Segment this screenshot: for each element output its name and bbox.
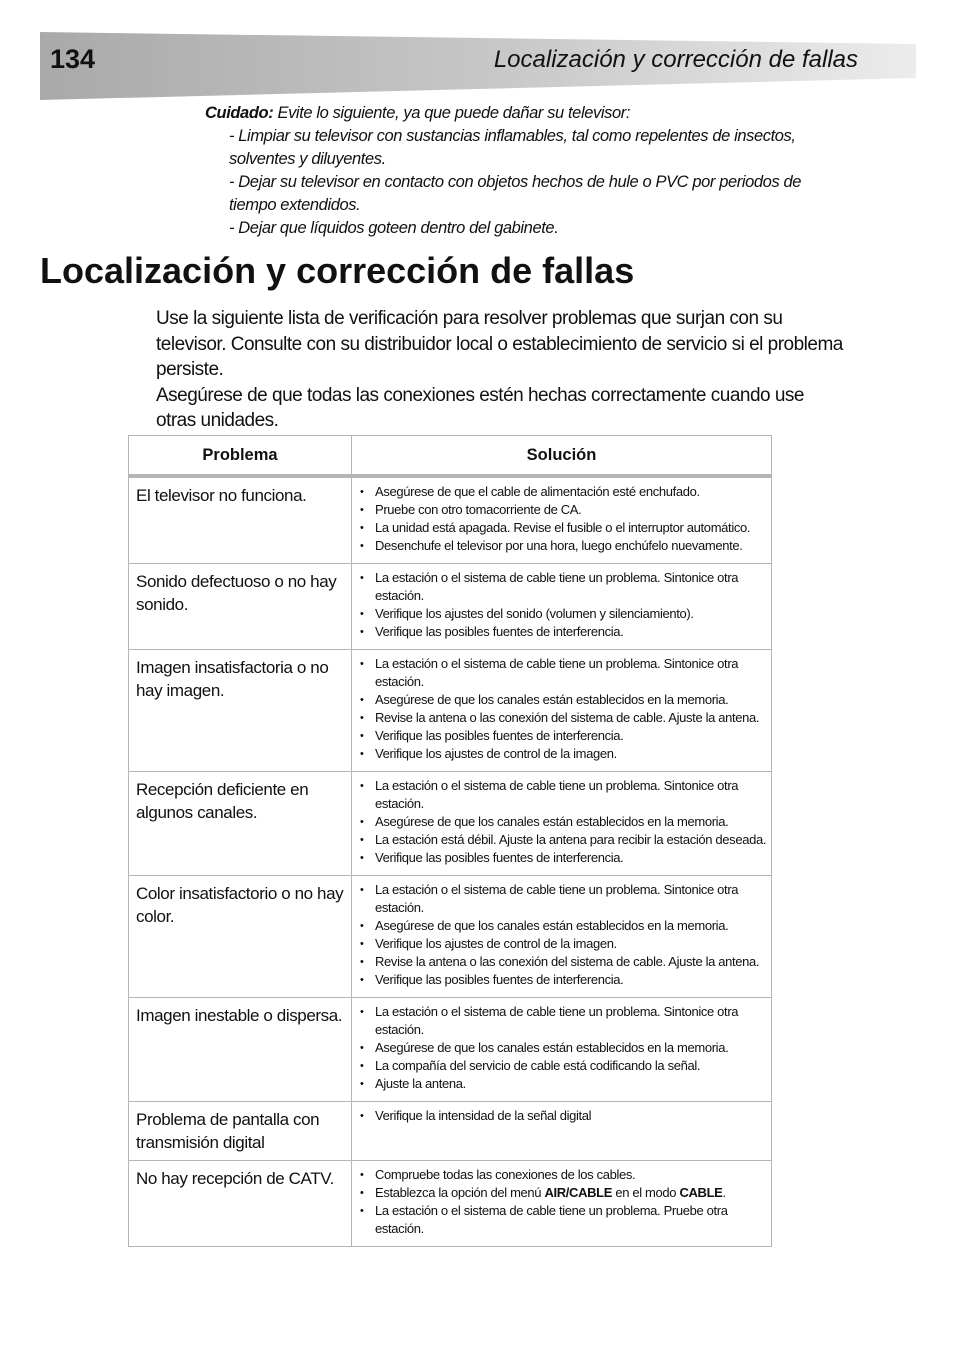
solution-text: . [722,1185,726,1200]
solution-item: • La estación o el sistema de cable tiene un problema. Sintonice otra estación. [358,777,767,813]
table-row [129,876,772,998]
solution-item: • Verifique los ajustes del sonido (volumen y silenciamiento). [358,605,767,623]
solution-cell [352,564,772,650]
solution-list [358,1107,767,1125]
solution-item: • Desenchufe el televisor por una hora, luego enchúfelo nuevamente. [358,537,767,555]
solution-item: • Verifique las posibles fuentes de interferencia. [358,623,767,641]
table-row [129,998,772,1102]
problem-cell: Color insatisfactorio o no hay color. [129,876,352,998]
problem-cell: No hay recepción de CATV. [129,1161,352,1247]
section-title: Localización y corrección de fallas [40,250,635,291]
solution-cell [352,876,772,998]
solution-item: • Ajuste la antena. [358,1075,767,1093]
intro-paragraph: Use la siguiente lista de verificación para resolver problemas que surjan con su televisor. Consulte con su distribuidor local o establecimiento de servicio si el problema persiste. [156,308,843,380]
intro-text [156,306,846,434]
solution-cell [352,772,772,876]
problem-cell: Recepción deficiente en algunos canales. [129,772,352,876]
solution-item: • La estación o el sistema de cable tiene un problema. Sintonice otra estación. [358,1003,767,1039]
menu-option-name: CABLE [679,1185,723,1200]
solution-cell [352,476,772,564]
solution-item: • Pruebe con otro tomacorriente de CA. [358,501,767,519]
caution-intro [205,102,845,125]
problem-cell: Imagen inestable o dispersa. [129,998,352,1102]
solution-item: • Verifique las posibles fuentes de interferencia. [358,849,767,867]
solution-list [358,777,767,867]
solution-item: • Verifique los ajustes de control de la imagen. [358,745,767,763]
caution-text: Evite lo siguiente, ya que puede dañar su televisor: [273,104,631,122]
solution-item: • Asegúrese de que los canales están establecidos en la memoria. [358,813,767,831]
caution-label: Cuidado: [205,104,274,122]
problem-cell: Imagen insatisfactoria o no hay imagen. [129,650,352,772]
solution-cell [352,1161,772,1247]
solution-item: • La compañía del servicio de cable está codificando la señal. [358,1057,767,1075]
solution-list [358,1166,767,1238]
problem-cell: El televisor no funciona. [129,476,352,564]
solution-item: • Revise la antena o las conexión del sistema de cable. Ajuste la antena. [358,953,767,971]
table-row [129,564,772,650]
solution-item: • La estación o el sistema de cable tiene un problema. Sintonice otra estación. [358,881,767,917]
table-row [129,650,772,772]
solution-item: • La estación o el sistema de cable tiene un problema. Sintonice otra estación. [358,569,767,605]
solution-item: • Revise la antena o las conexión del sistema de cable. Ajuste la antena. [358,709,767,727]
column-header-problem: Problema [129,436,352,477]
solution-list [358,655,767,763]
table-header-row [129,436,772,477]
solution-item: • Verifique los ajustes de control de la imagen. [358,935,767,953]
solution-item: • Asegúrese de que los canales están establecidos en la memoria. [358,917,767,935]
intro-paragraph: Asegúrese de que todas las conexiones estén hechas correctamente cuando use otras unidades. [156,384,805,431]
solution-item: • Verifique las posibles fuentes de interferencia. [358,971,767,989]
solution-item: • La estación o el sistema de cable tiene un problema. Sintonice otra estación. [358,655,767,691]
solution-item [358,1184,767,1202]
solution-cell [352,1102,772,1161]
menu-option-name: AIR/CABLE [544,1185,613,1200]
troubleshooting-table [128,435,772,1247]
solution-item: • Compruebe todas las conexiones de los cables. [358,1166,767,1184]
running-title: Localización y corrección de fallas [493,46,858,73]
problem-cell: Problema de pantalla con transmisión digital [129,1102,352,1161]
solution-list [358,881,767,989]
caution-item: - Dejar su televisor en contacto con objetos hechos de hule o PVC por periodos de tiempo extendidos. [229,173,802,214]
solution-cell [352,650,772,772]
caution-item: - Limpiar su televisor con sustancias inflamables, tal como repelentes de insectos, solventes y diluyentes. [229,127,796,168]
solution-list [358,1003,767,1093]
solution-item: • Verifique la intensidad de la señal digital [358,1107,767,1125]
solution-list [358,569,767,641]
table-row [129,1161,772,1247]
solution-text: Establezca la opción del menú [375,1185,545,1200]
solution-item: • La estación está débil. Ajuste la antena para recibir la estación deseada. [358,831,767,849]
solution-item: • Asegúrese de que el cable de alimentación esté enchufado. [358,483,767,501]
problem-cell: Sonido defectuoso o no hay sonido. [129,564,352,650]
solution-item: • La estación o el sistema de cable tiene un problema. Pruebe otra estación. [358,1202,767,1238]
page-number: 134 [50,44,96,74]
solution-list [358,483,767,555]
solution-item: • Verifique las posibles fuentes de interferencia. [358,727,767,745]
caution-item: - Dejar que líquidos goteen dentro del gabinete. [229,219,559,237]
table-row [129,1102,772,1161]
table-row [129,476,772,564]
solution-text: en el modo [612,1185,680,1200]
column-header-solution: Solución [352,436,772,477]
table-body [129,476,772,1247]
solution-item: • Asegúrese de que los canales están establecidos en la memoria. [358,691,767,709]
table-row [129,772,772,876]
solution-item: • Asegúrese de que los canales están establecidos en la memoria. [358,1039,767,1057]
solution-item: • La unidad está apagada. Revise el fusible o el interruptor automático. [358,519,767,537]
solution-cell [352,998,772,1102]
caution-note [205,102,845,240]
